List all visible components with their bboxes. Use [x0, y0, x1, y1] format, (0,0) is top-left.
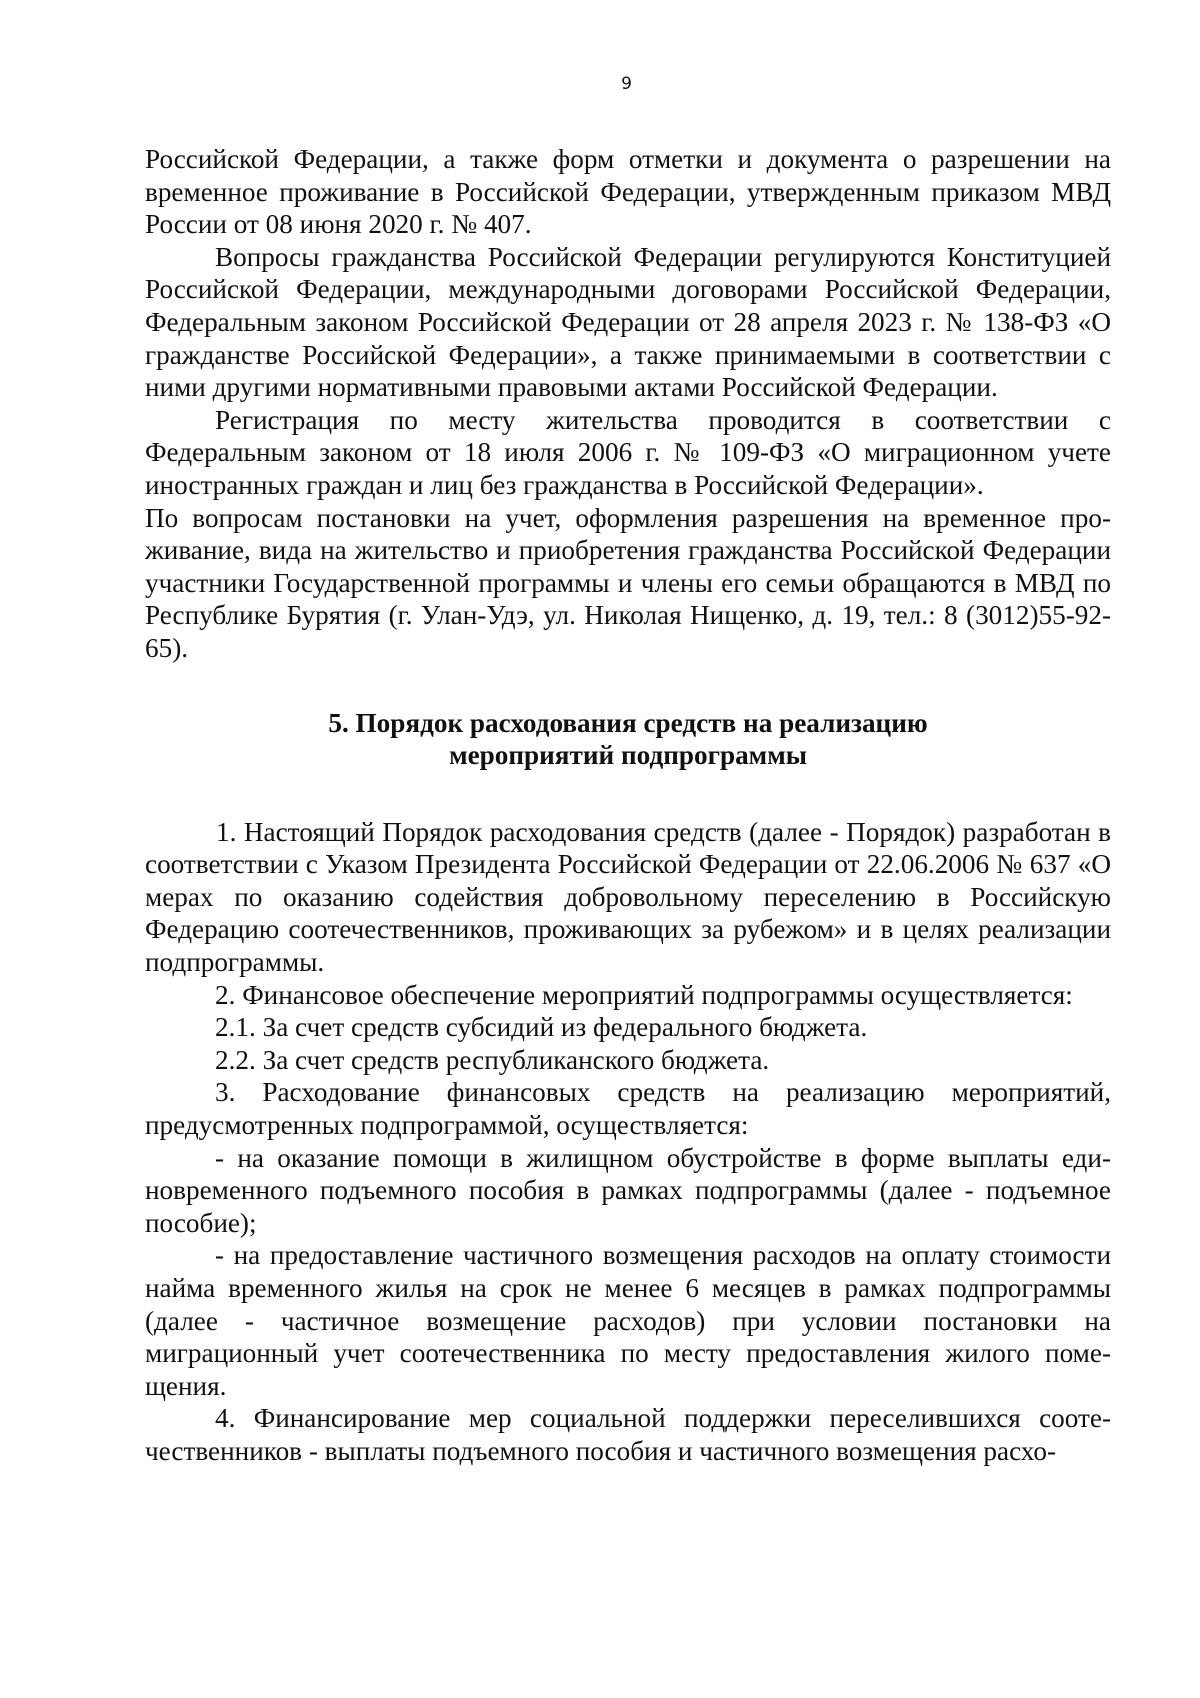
paragraph-item-2-1: 2.1. За счет средств субсидий из федерального бюджета.: [215, 1012, 868, 1043]
paragraph-item-1: 1. Настоящий Порядок расходования средств (далее - Порядок) разработан в соответствии с Указом Президента Российской Федерации от 22.06.2006 № 637 «О мерах по оказанию содействия добровольному переселению в Российскую Федерацию соотечественников, проживающих за рубежом» и в целях реализации подпрограммы.: [145, 816, 1111, 978]
section-heading-line-2: мероприятий подпрограммы: [449, 740, 807, 771]
section-heading-line-1: 5. Порядок расходования средств на реализацию: [328, 707, 928, 738]
paragraph-item-3: 3. Расходование финансовых средств на реализацию мероприятий, предусмотренных подпрограммой, осуществляется:: [145, 1077, 1111, 1141]
paragraph-contacts: По вопросам постановки на учет, оформления разрешения на временное проживание, вида на жительство и приобретения гражданства Российской Федерации участники Государственной программы и члены его семьи обращаются в МВД по Республике Бурятия (г. Улан-Удэ, ул. Николая Нищенко, д. 19, тел.: 8 (3012)55-92-65).: [145, 502, 1111, 663]
section-heading: [145, 707, 1111, 772]
paragraph-item-3-bullet-housing: - на оказание помощи в жилищном обустройстве в форме выплаты единовременного подъемного пособия в рамках подпрограммы (далее - подъемное пособие);: [145, 1142, 1111, 1238]
paragraph-item-2-2: 2.2. За счет средств республиканского бюджета.: [215, 1044, 770, 1075]
page-number: 9: [621, 74, 632, 94]
paragraph-intro-continuation: Российской Федерации, а также форм отметки и документа о разрешении на временное проживание в Российской Федерации, утвержденным приказом МВД России от 08 июня 2020 г. № 407.: [145, 144, 1111, 240]
paragraph-item-2: 2. Финансовое обеспечение мероприятий подпрограммы осуществляется:: [215, 979, 1073, 1010]
paragraph-item-3-bullet-rent: - на предоставление частичного возмещения расходов на оплату стоимости найма временного жилья на срок не менее 6 месяцев в рамках подпрограммы (далее - частичное возмещение расходов) при условии постановки на миграционный учет соотечественника по месту предоставления жилого помещения.: [145, 1240, 1111, 1401]
document-body: [145, 143, 1111, 1468]
paragraph-registration: Регистрация по месту жительства проводится в соответствии с Федеральным законом от 18 июля 2006 г. № 109-ФЗ «О миграционном учете иностранных граждан и лиц без гражданства в Российской Федерации».: [145, 404, 1111, 500]
paragraph-item-4: 4. Финансирование мер социальной поддержки переселившихся соотечественников - выплаты подъемного пособия и частичного возмещения расхо-: [145, 1403, 1111, 1466]
paragraph-citizenship: Вопросы гражданства Российской Федерации регулируются Конституцией Российской Федерации, международными договорами Российской Федерации, Федеральным законом Российской Федерации от 28 апреля 2023 г. № 138-ФЗ «О гражданстве Российской Федерации», а также принимаемыми в соответствии с ними другими нормативными правовыми актами Российской Федерации.: [145, 241, 1111, 403]
